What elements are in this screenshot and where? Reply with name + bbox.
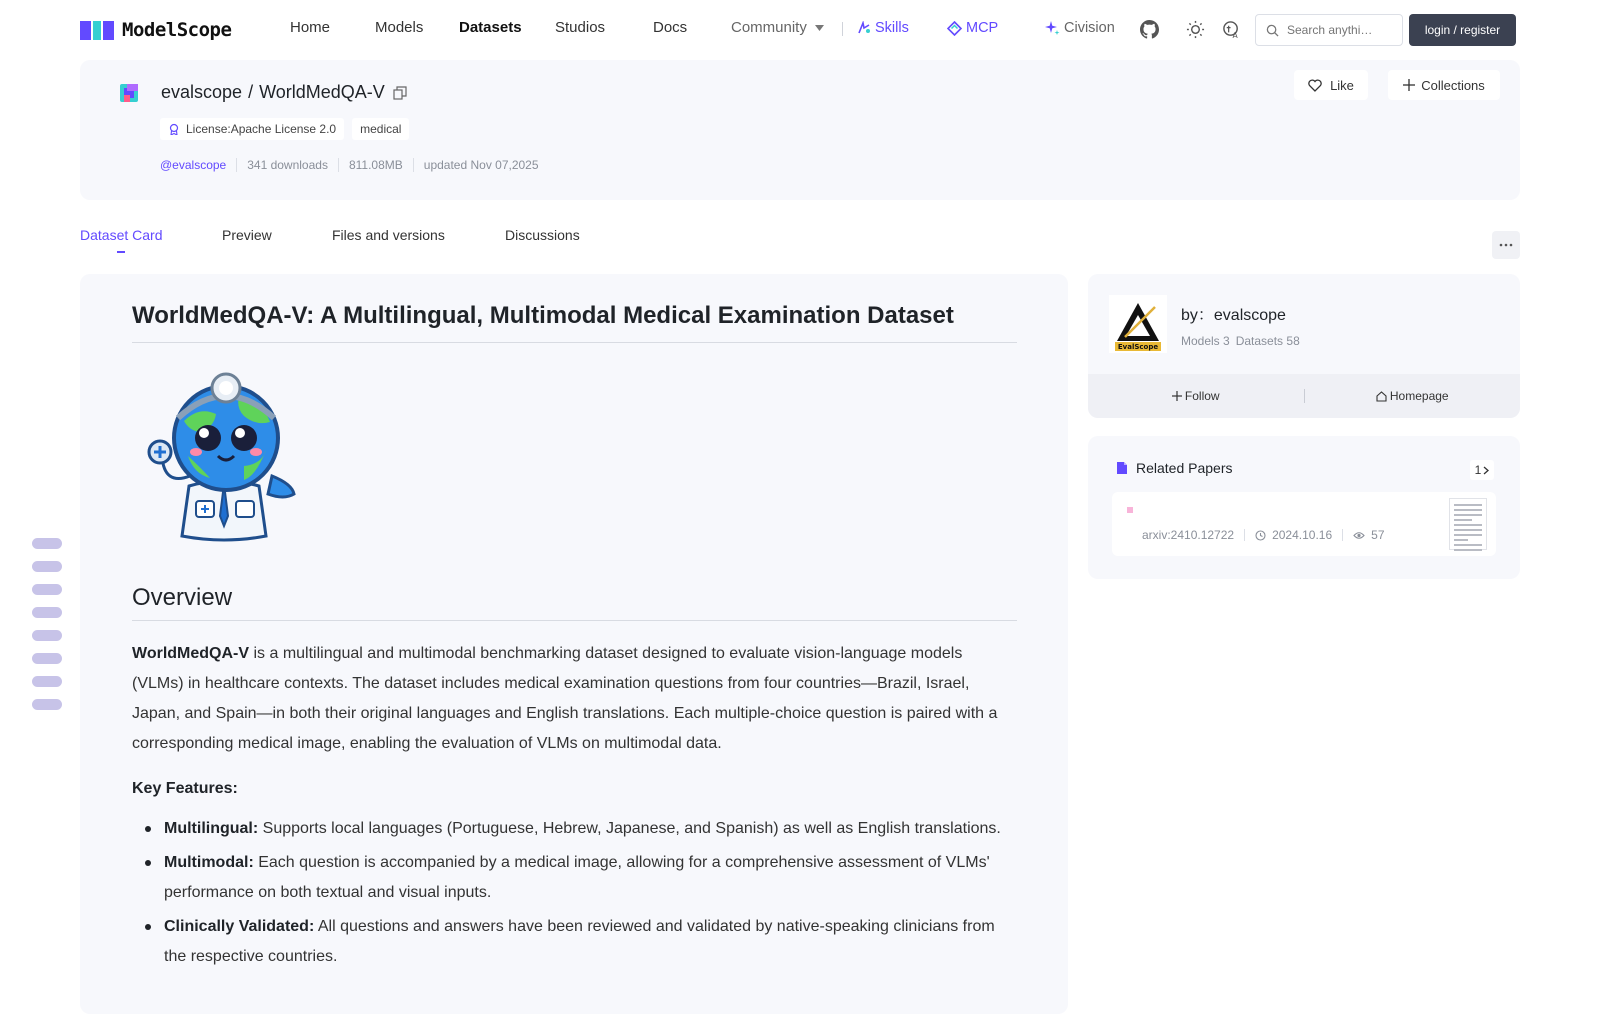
download-count: 341 downloads	[236, 158, 338, 172]
nav-docs[interactable]: Docs	[653, 19, 688, 36]
list-item	[164, 912, 1014, 972]
dataset-title	[161, 82, 407, 103]
author-datasets-count[interactable]: Datasets 58	[1235, 334, 1300, 348]
evalscope-logo[interactable]	[1109, 295, 1167, 353]
outline-marker[interactable]	[32, 630, 62, 641]
nav-home[interactable]: Home	[290, 19, 331, 36]
home-icon	[1376, 391, 1387, 402]
author-card	[1088, 274, 1520, 418]
top-navigation-bar	[0, 0, 1600, 58]
author-models-count[interactable]: Models 3	[1181, 334, 1230, 348]
active-tab-indicator	[117, 251, 125, 253]
dataset-size: 811.08MB	[338, 158, 413, 172]
collections-button[interactable]	[1388, 70, 1500, 100]
search-box[interactable]	[1255, 14, 1403, 46]
related-papers-title: Related Papers	[1136, 460, 1233, 476]
plus-icon	[1403, 79, 1415, 91]
paper-meta	[1142, 528, 1385, 542]
tab-files-and-versions[interactable]: Files and versions	[332, 227, 445, 243]
paper-thumbnail[interactable]	[1449, 498, 1487, 550]
like-button[interactable]	[1294, 70, 1368, 100]
feature-label: Clinically Validated:	[164, 918, 315, 935]
title-slash: /	[248, 82, 254, 102]
list-item	[164, 814, 1014, 844]
paper-views: 57	[1371, 528, 1385, 542]
papers-count: 1	[1474, 463, 1482, 477]
outline-marker[interactable]	[32, 653, 62, 664]
dataset-card-content	[80, 274, 1068, 1014]
nav-community-label: Community	[731, 19, 807, 36]
papers-count-button[interactable]	[1470, 460, 1494, 480]
outline-marker[interactable]	[32, 607, 62, 618]
paper-views-group	[1353, 528, 1384, 542]
mcp-icon	[947, 21, 962, 36]
outline-marker[interactable]	[32, 538, 62, 549]
license-tag[interactable]	[160, 118, 344, 140]
nav-skills-label: Skills	[875, 20, 909, 36]
license-badge-icon	[168, 123, 180, 135]
dataset-name: WorldMedQA-V	[259, 82, 385, 102]
overview-dataset-name: WorldMedQA-V	[132, 645, 250, 662]
meta-divider	[1244, 529, 1245, 541]
overview-text: is a multilingual and multimodal benchmarking dataset designed to evaluate vision-language models (VLMs) in healthcare contexts. The dataset includes medical examination questions from four countries—Brazil, Israel, Japan, and Spain—in both their original languages and English translations. Each multiple-choice question is paired with a corresponding medical image, enabling the evaluation of VLMs on multimodal data.	[132, 645, 998, 752]
chevron-right-icon	[1483, 466, 1489, 475]
nav-studios[interactable]: Studios	[555, 19, 606, 36]
like-label: Like	[1330, 77, 1354, 93]
nav-community[interactable]	[731, 19, 824, 36]
document-icon	[1116, 461, 1128, 475]
feature-label: Multilingual:	[164, 820, 259, 837]
tab-preview[interactable]: Preview	[222, 227, 272, 243]
author-actions	[1088, 374, 1520, 418]
nav-datasets[interactable]: Datasets	[459, 19, 522, 36]
paper-date: 2024.10.16	[1272, 528, 1333, 542]
outline-navigator[interactable]	[32, 538, 62, 722]
paper-title-placeholder	[1127, 507, 1133, 513]
author-stats	[1181, 334, 1300, 348]
related-papers-card	[1088, 436, 1520, 579]
license-label: License:Apache License 2.0	[186, 122, 337, 136]
overview-paragraph	[132, 639, 1012, 759]
card-title: WorldMedQA-V: A Multilingual, Multimodal Medical Examination Dataset	[132, 302, 1017, 343]
feature-text: Each question is accompanied by a medical image, allowing for a comprehensive assessment of VLMs' performance on both textual and visual inputs.	[164, 854, 990, 901]
homepage-label: Homepage	[1389, 389, 1449, 403]
skills-icon	[857, 21, 871, 35]
author-name[interactable]: by：evalscope	[1181, 307, 1286, 324]
paper-date-group	[1255, 528, 1332, 542]
search-input[interactable]	[1287, 23, 1397, 37]
paper-arxiv-id[interactable]: arxiv:2410.12722	[1142, 528, 1235, 542]
github-icon[interactable]	[1140, 20, 1159, 39]
nav-mcp[interactable]	[947, 20, 998, 36]
tab-dataset-card[interactable]: Dataset Card	[80, 227, 163, 243]
nav-civision-label: Civision	[1064, 20, 1115, 36]
follow-label: Follow	[1184, 389, 1220, 403]
topic-tag-medical[interactable]: medical	[352, 118, 409, 140]
copy-icon[interactable]	[393, 86, 407, 100]
collections-label: Collections	[1421, 77, 1485, 93]
heart-icon	[1308, 79, 1322, 92]
paper-list-item[interactable]	[1112, 492, 1496, 556]
more-options-button[interactable]	[1492, 231, 1520, 259]
chevron-down-icon	[815, 25, 824, 31]
modelscope-logo[interactable]	[80, 19, 231, 41]
nav-skills[interactable]	[857, 20, 909, 36]
logo-text: ModelScope	[122, 19, 232, 41]
outline-marker[interactable]	[32, 584, 62, 595]
plus-icon	[1172, 391, 1182, 401]
feature-label: Multimodal:	[164, 854, 254, 871]
dataset-header-card	[80, 60, 1520, 200]
outline-marker[interactable]	[32, 561, 62, 572]
logo-mark-icon	[80, 21, 114, 40]
author-logo-text: EvalScope	[1117, 343, 1159, 351]
key-features-heading: Key Features:	[132, 780, 238, 797]
updated-date: updated Nov 07,2025	[413, 158, 549, 172]
nav-civision[interactable]	[1044, 20, 1115, 36]
follow-button[interactable]	[1088, 389, 1304, 403]
nav-mcp-label: MCP	[966, 20, 999, 36]
clock-icon	[1255, 530, 1266, 541]
globe-doctor-mascot-image	[144, 366, 304, 542]
dataset-meta	[160, 158, 549, 172]
feature-text: All questions and answers have been reviewed and validated by native-speaking clinicians from the respective countries.	[164, 918, 995, 965]
outline-marker[interactable]	[32, 699, 62, 710]
outline-marker[interactable]	[32, 676, 62, 687]
login-register-button[interactable]: login / register	[1409, 14, 1516, 46]
key-features-list	[164, 814, 1014, 976]
related-papers-header	[1116, 460, 1233, 476]
dataset-owner[interactable]: evalscope	[161, 82, 243, 102]
language-icon[interactable]	[1222, 20, 1241, 39]
dataset-avatar-icon	[120, 84, 138, 102]
sparkle-icon	[1044, 20, 1060, 36]
dataset-tags	[160, 118, 409, 140]
author-handle-link[interactable]: @evalscope	[160, 158, 227, 172]
svg-text:A: A	[1232, 31, 1238, 39]
feature-text: Supports local languages (Portuguese, Hebrew, Japanese, and Spanish) as well as English translations.	[258, 820, 1001, 837]
tab-discussions[interactable]: Discussions	[505, 227, 580, 243]
eye-icon	[1353, 531, 1365, 540]
nav-divider	[842, 22, 843, 36]
nav-models[interactable]: Models	[375, 19, 424, 36]
theme-sun-icon[interactable]	[1186, 20, 1205, 39]
list-item	[164, 848, 1014, 908]
overview-heading: Overview	[132, 584, 1017, 621]
meta-divider	[1342, 529, 1343, 541]
ellipsis-icon	[1499, 243, 1513, 247]
homepage-button[interactable]	[1305, 389, 1521, 403]
search-icon	[1266, 24, 1279, 37]
